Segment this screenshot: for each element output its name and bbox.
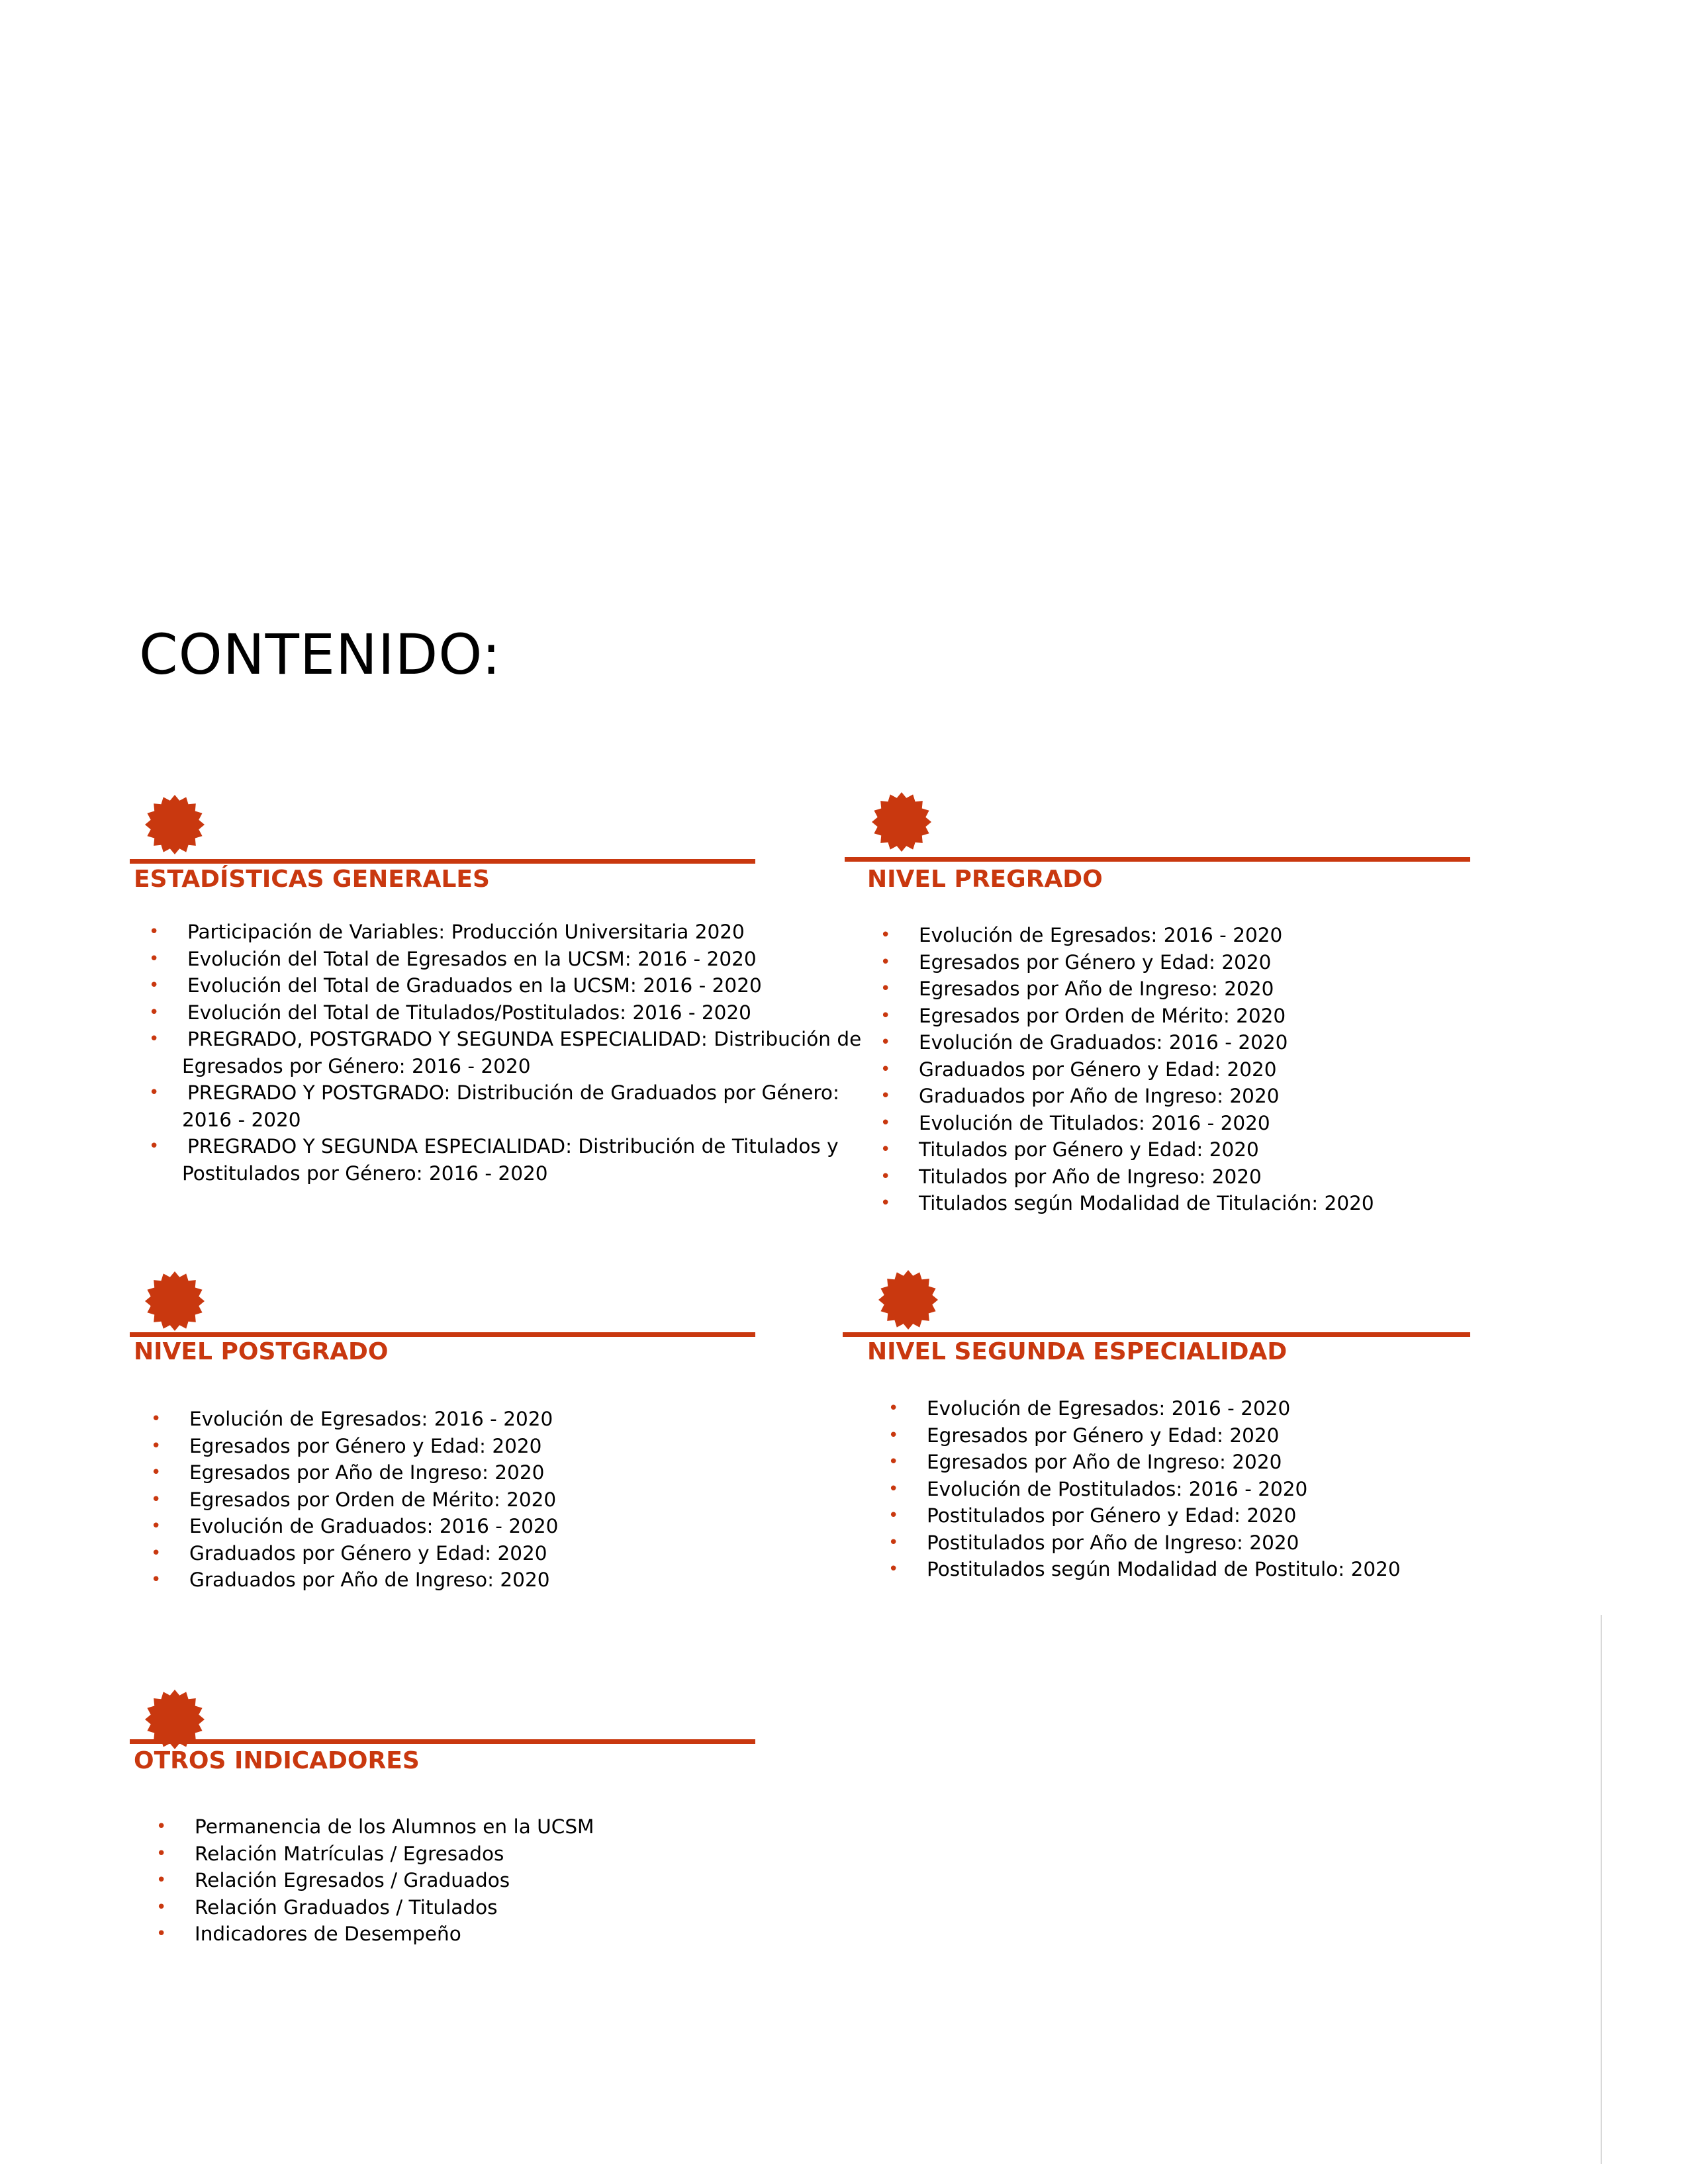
list-item-text: Egresados por Orden de Mérito: 2020 bbox=[189, 1488, 557, 1511]
bullet-icon: • bbox=[880, 1193, 891, 1213]
bullet-icon: • bbox=[880, 1005, 891, 1026]
list-item bbox=[880, 1056, 1374, 1083]
list-item bbox=[880, 1003, 1374, 1030]
list-item bbox=[880, 922, 1374, 949]
list-item-text: PREGRADO Y SEGUNDA ESPECIALIDAD: Distribución de Titulados y bbox=[187, 1135, 839, 1158]
list-item-text: Postitulados por Género y Edad: 2020 bbox=[927, 1504, 1297, 1527]
bullet-icon: • bbox=[151, 1489, 162, 1510]
list-item-text: Egresados por Género y Edad: 2020 bbox=[919, 950, 1272, 974]
section-rule bbox=[843, 1332, 1470, 1337]
list-item bbox=[888, 1449, 1401, 1476]
bullet-icon: • bbox=[151, 1516, 162, 1536]
list-item-text: Relación Egresados / Graduados bbox=[195, 1869, 510, 1891]
list-item bbox=[149, 1026, 862, 1053]
list-item bbox=[880, 1083, 1374, 1110]
list-item-text: Evolución del Total de Egresados en la UCSM: 2016 - 2020 bbox=[187, 947, 757, 970]
bullet-icon: • bbox=[888, 1425, 899, 1445]
list-item bbox=[151, 1567, 558, 1594]
list-item-text: Postitulados por Año de Ingreso: 2020 bbox=[927, 1531, 1299, 1554]
list-item-text: Egresados por Género y Edad: 2020 bbox=[927, 1424, 1280, 1447]
list-item-text: Relación Matrículas / Egresados bbox=[195, 1842, 504, 1865]
bullet-icon: • bbox=[156, 1870, 167, 1890]
bullet-icon: • bbox=[149, 1002, 160, 1023]
list-item bbox=[149, 946, 861, 973]
list-item-text: Egresados por Año de Ingreso: 2020 bbox=[189, 1461, 545, 1484]
list-item-text: PREGRADO, POSTGRADO Y SEGUNDA ESPECIALIDAD: Distribución de bbox=[187, 1028, 862, 1050]
bullet-icon: • bbox=[151, 1409, 162, 1429]
starburst-icon bbox=[878, 1269, 939, 1330]
bullet-icon: • bbox=[149, 948, 160, 969]
list-item-text: Titulados según Modalidad de Titulación: 2020 bbox=[919, 1192, 1374, 1214]
list-item bbox=[149, 999, 861, 1026]
list-item-text: Indicadores de Desempeño bbox=[195, 1923, 461, 1945]
list-item bbox=[156, 1841, 594, 1868]
starburst-icon bbox=[144, 794, 205, 855]
bullet-icon: • bbox=[151, 1463, 162, 1482]
bullet-icon: • bbox=[888, 1559, 899, 1579]
list-item bbox=[151, 1513, 559, 1540]
list-item bbox=[888, 1529, 1401, 1557]
list-item-text: Egresados por Año de Ingreso: 2020 bbox=[919, 978, 1274, 1000]
starburst-icon bbox=[871, 792, 932, 852]
list-item bbox=[156, 1921, 594, 1948]
bullet-icon: • bbox=[880, 1113, 891, 1133]
section-list bbox=[151, 1406, 559, 1594]
list-item-text: Evolución del Total de Graduados en la UCSM: 2016 - 2020 bbox=[187, 974, 762, 997]
bullet-icon: • bbox=[888, 1532, 899, 1553]
list-item bbox=[182, 1107, 861, 1134]
list-item bbox=[888, 1422, 1401, 1449]
list-item bbox=[151, 1459, 558, 1486]
list-item bbox=[888, 1556, 1401, 1583]
list-item bbox=[182, 1053, 861, 1080]
bullet-icon: • bbox=[151, 1435, 162, 1456]
section-rule bbox=[845, 857, 1470, 862]
list-item-text: Egresados por Orden de Mérito: 2020 bbox=[919, 1004, 1286, 1027]
list-item bbox=[880, 976, 1374, 1003]
list-item-text: Evolución del Total de Titulados/Postitulados: 2016 - 2020 bbox=[187, 1001, 751, 1024]
list-item bbox=[880, 1110, 1374, 1137]
bullet-icon: • bbox=[156, 1817, 167, 1837]
list-item bbox=[880, 1029, 1374, 1056]
bullet-icon: • bbox=[156, 1897, 167, 1917]
list-item-text: Postitulados según Modalidad de Postitulo: 2020 bbox=[927, 1558, 1401, 1580]
list-item-text: Evolución de Egresados: 2016 - 2020 bbox=[927, 1397, 1291, 1420]
bullet-icon: • bbox=[156, 1843, 167, 1864]
list-item-text: Egresados por Año de Ingreso: 2020 bbox=[927, 1451, 1282, 1473]
bullet-icon: • bbox=[880, 979, 891, 999]
list-item-text: Evolución de Egresados: 2016 - 2020 bbox=[189, 1408, 553, 1430]
list-item bbox=[880, 949, 1374, 976]
list-item-text: Evolución de Titulados: 2016 - 2020 bbox=[919, 1111, 1270, 1134]
list-item bbox=[156, 1813, 594, 1841]
margin-line bbox=[1601, 1615, 1602, 2164]
list-item-text: Egresados por Género y Edad: 2020 bbox=[189, 1434, 542, 1457]
section-list bbox=[156, 1813, 594, 1948]
section-heading: OTROS INDICADORES bbox=[134, 1747, 420, 1774]
bullet-icon: • bbox=[149, 1083, 160, 1103]
bullet-icon: • bbox=[880, 1059, 891, 1079]
bullet-icon: • bbox=[151, 1543, 162, 1563]
bullet-icon: • bbox=[888, 1452, 899, 1472]
list-item-text: Evolución de Graduados: 2016 - 2020 bbox=[189, 1515, 559, 1537]
list-item bbox=[156, 1867, 594, 1894]
bullet-icon: • bbox=[888, 1506, 899, 1525]
list-item-text: 2016 - 2020 bbox=[182, 1108, 301, 1131]
list-item bbox=[880, 1136, 1374, 1163]
section-heading: NIVEL POSTGRADO bbox=[134, 1338, 389, 1365]
list-item-text: Graduados por Género y Edad: 2020 bbox=[919, 1058, 1277, 1081]
list-item-text: Graduados por Género y Edad: 2020 bbox=[189, 1541, 547, 1565]
bullet-icon: • bbox=[149, 1029, 160, 1049]
bullet-icon: • bbox=[880, 1086, 891, 1106]
list-item bbox=[151, 1406, 558, 1433]
list-item-text: Egresados por Género: 2016 - 2020 bbox=[182, 1054, 531, 1077]
bullet-icon: • bbox=[151, 1570, 162, 1590]
list-item bbox=[888, 1476, 1401, 1503]
list-item-text: Evolución de Postitulados: 2016 - 2020 bbox=[927, 1477, 1308, 1500]
list-item-text: Participación de Variables: Producción Universitaria 2020 bbox=[187, 921, 745, 943]
bullet-icon: • bbox=[880, 1166, 891, 1187]
list-item bbox=[182, 1160, 861, 1187]
starburst-icon bbox=[144, 1271, 205, 1332]
bullet-icon: • bbox=[880, 1140, 891, 1160]
list-item bbox=[888, 1395, 1401, 1422]
list-item-text: Evolución de Graduados: 2016 - 2020 bbox=[919, 1031, 1288, 1054]
list-item bbox=[149, 919, 861, 946]
list-item bbox=[151, 1486, 558, 1514]
list-item bbox=[151, 1540, 558, 1567]
list-item bbox=[151, 1433, 558, 1460]
bullet-icon: • bbox=[156, 1924, 167, 1944]
section-list bbox=[149, 919, 862, 1187]
list-item bbox=[156, 1894, 594, 1921]
list-item bbox=[888, 1502, 1401, 1529]
section-rule bbox=[130, 1332, 755, 1337]
list-item bbox=[149, 1133, 861, 1160]
list-item-text: Permanencia de los Alumnos en la UCSM bbox=[195, 1815, 594, 1838]
list-item-text: Relación Graduados / Titulados bbox=[195, 1895, 498, 1919]
bullet-icon: • bbox=[149, 976, 160, 995]
list-item bbox=[149, 972, 861, 999]
section-list bbox=[888, 1395, 1401, 1583]
bullet-icon: • bbox=[880, 1032, 891, 1052]
list-item-text: Evolución de Egresados: 2016 - 2020 bbox=[919, 924, 1283, 946]
bullet-icon: • bbox=[149, 922, 160, 942]
section-rule bbox=[130, 1739, 755, 1744]
list-item-text: Titulados por Año de Ingreso: 2020 bbox=[919, 1165, 1262, 1188]
section-list bbox=[880, 922, 1374, 1217]
section-heading: ESTADÍSTICAS GENERALES bbox=[134, 866, 490, 893]
bullet-icon: • bbox=[880, 925, 891, 945]
bullet-icon: • bbox=[888, 1398, 899, 1418]
page-title: CONTENIDO: bbox=[139, 622, 502, 687]
list-item-text: Graduados por Año de Ingreso: 2020 bbox=[189, 1569, 550, 1591]
section-rule bbox=[130, 859, 755, 864]
list-item-text: Postitulados por Género: 2016 - 2020 bbox=[182, 1161, 548, 1185]
list-item bbox=[880, 1190, 1374, 1217]
section-heading: NIVEL PREGRADO bbox=[867, 866, 1103, 893]
list-item bbox=[880, 1163, 1374, 1191]
section-heading: NIVEL SEGUNDA ESPECIALIDAD bbox=[867, 1338, 1288, 1365]
bullet-icon: • bbox=[888, 1479, 899, 1499]
list-item-text: Titulados por Género y Edad: 2020 bbox=[919, 1138, 1259, 1161]
bullet-icon: • bbox=[880, 952, 891, 972]
list-item-text: PREGRADO Y POSTGRADO: Distribución de Graduados por Género: bbox=[187, 1081, 839, 1104]
list-item bbox=[149, 1079, 861, 1107]
bullet-icon: • bbox=[149, 1136, 160, 1156]
list-item-text: Graduados por Año de Ingreso: 2020 bbox=[919, 1085, 1280, 1107]
